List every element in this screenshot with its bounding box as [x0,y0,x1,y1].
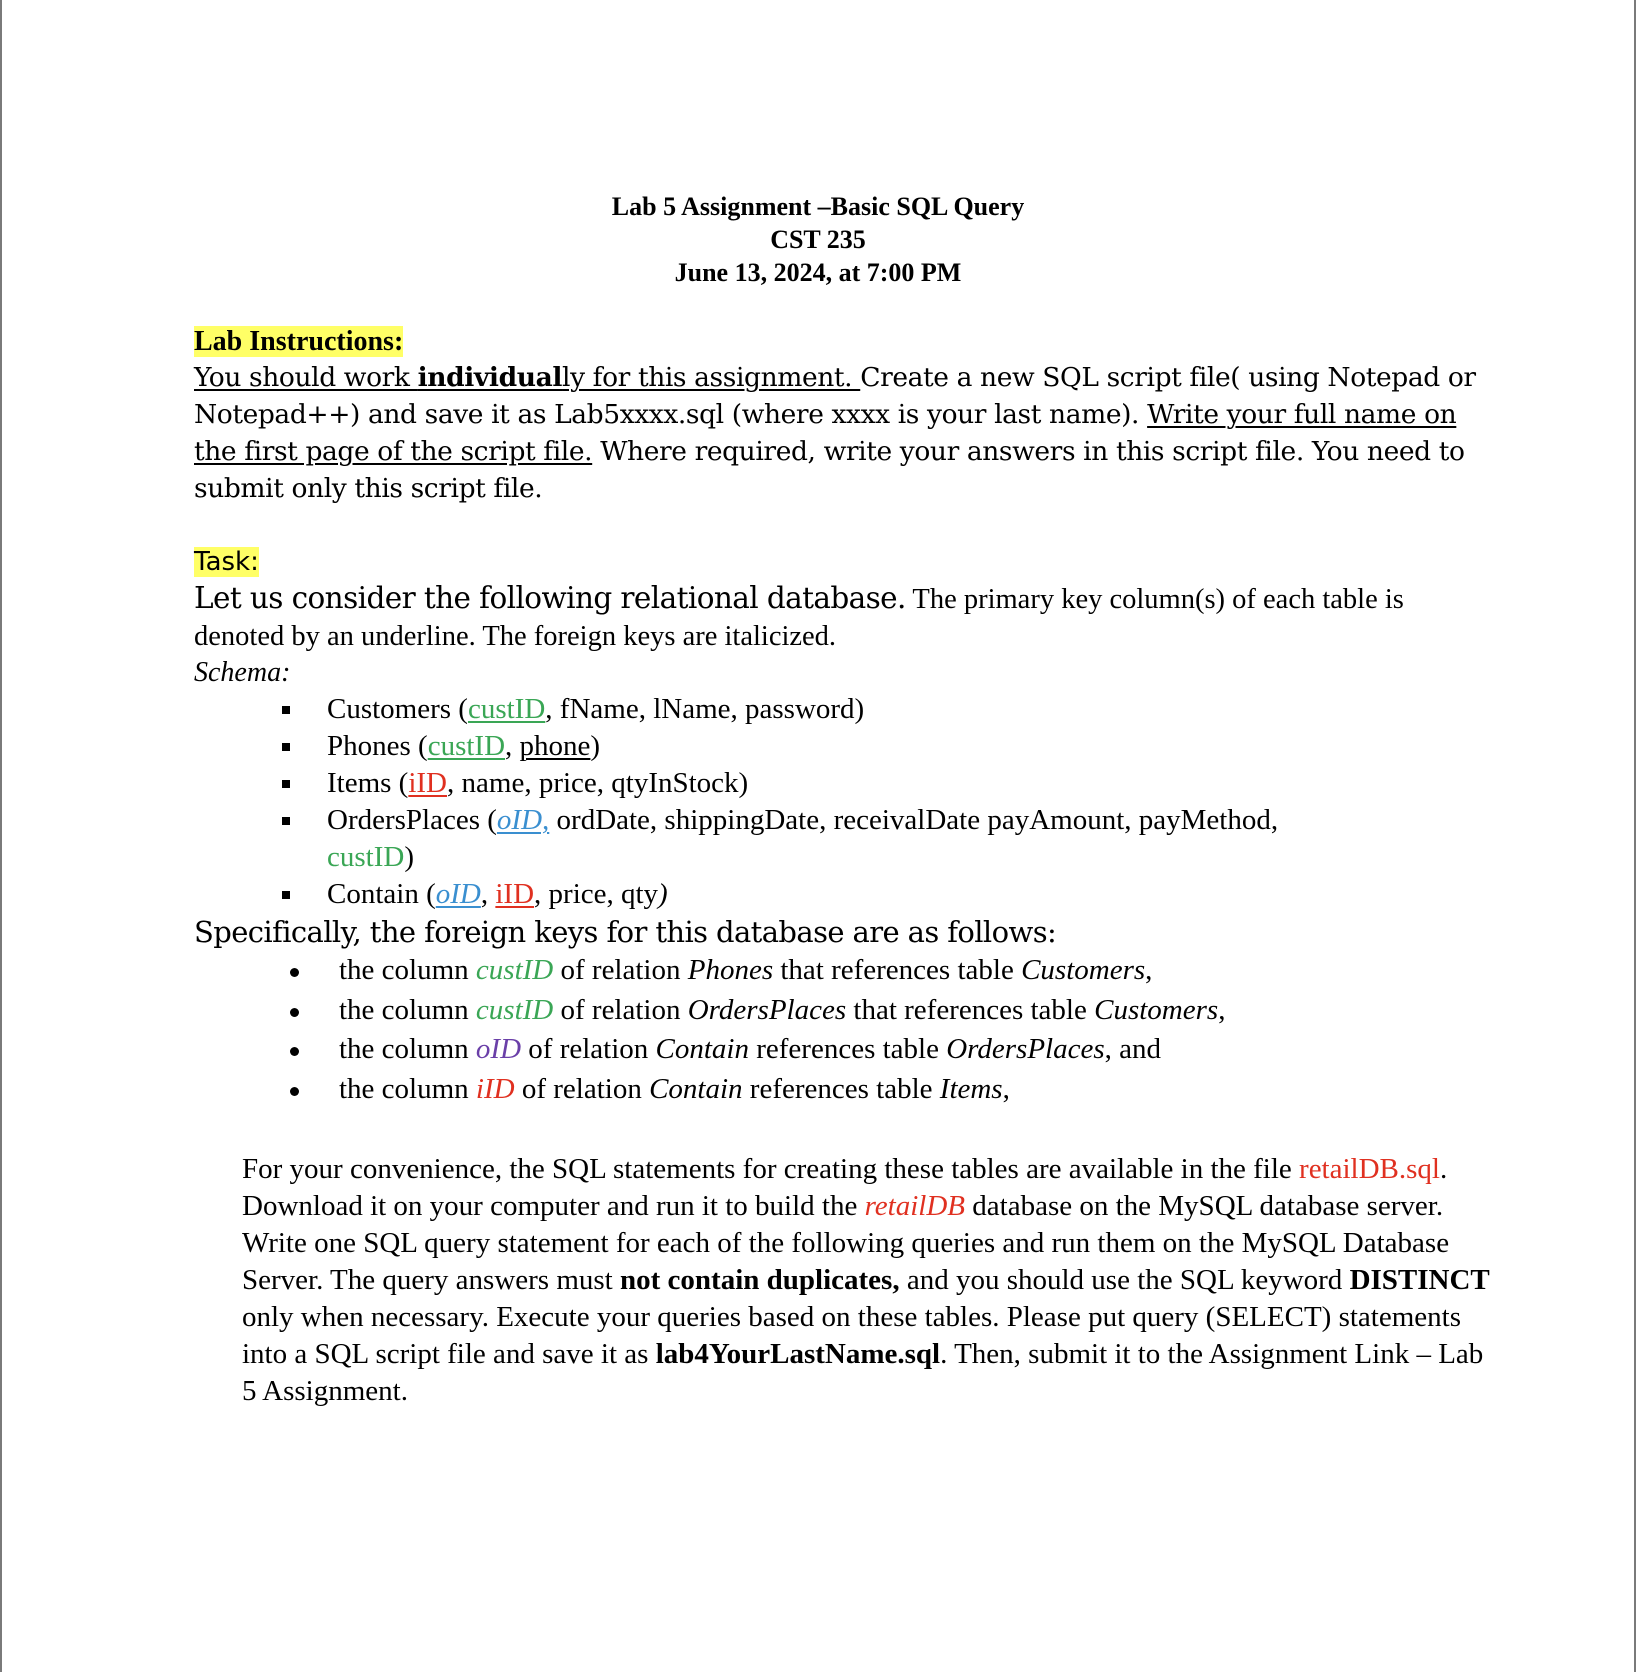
round-bullet-icon [290,1008,299,1017]
fk-item: the column iID of relation Contain references table Items, [194,1070,1494,1110]
header-due-date: June 13, 2024, at 7:00 PM [674,258,962,287]
square-bullet-icon [282,743,290,751]
main-content [194,325,1494,1109]
schema-item-items: Items (iID, name, price, qtyInStock) [194,765,1494,802]
task-intro: Let us consider the following relational database. The primary key column(s) of each table is denoted by an underline. The foreign keys are italicized. [194,581,1404,652]
foreign-keys-list [194,951,1494,1109]
square-bullet-icon [282,780,290,788]
convenience-paragraph: For your convenience, the SQL statements for creating these tables are available in the file retailDB.sql. Download it on your computer and run it to build the retailDB database on the MySQL database server. Write one SQL query statement for each of the following queries and run them on the MySQL Database Server. The query answers must not contain duplicates, and you should use the SQL keyword DISTINCT only when necessary. Execute your queries based on these tables. Please put query (SELECT) statements into a SQL script file and save it as lab4YourLastName.sql. Then, submit it to the Assignment Link – Lab 5 Assignment. [242,1153,1490,1407]
square-bullet-icon [282,891,290,899]
foreign-keys-intro: Specifically, the foreign keys for this database are as follows: [194,915,1057,949]
fk-item: the column oID of relation Contain references table OrdersPlaces, and [194,1030,1494,1070]
schema-item-ordersplaces: OrdersPlaces (oID, ordDate, shippingDate, receivalDate payAmount, payMethod, custID) [194,802,1494,876]
instructions-paragraph: You should work individually for this assignment. Create a new SQL script file( using Notepad or Notepad++) and save it as Lab5xxxx.sql (where xxxx is your last name). Write your full name on the first page of the script file. Where required, write your answers in this script file. You need to submit only this script file. [194,362,1476,504]
header-title: Lab 5 Assignment –Basic SQL Query [611,192,1025,221]
schema-item-customers: Customers (custID, fName, lName, password) [194,691,1494,728]
retaildb-file-link[interactable]: retailDB.sql [1299,1153,1440,1185]
round-bullet-icon [290,968,299,977]
round-bullet-icon [290,1047,299,1056]
fk-item: the column custID of relation OrdersPlaces that references table Customers, [194,991,1494,1031]
square-bullet-icon [282,706,290,714]
document-header [0,190,1636,289]
lab-instructions-heading: Lab Instructions: [194,326,404,357]
header-course: CST 235 [770,225,866,254]
square-bullet-icon [282,817,290,825]
schema-list [194,691,1494,913]
task-heading: Task: [194,547,259,577]
fk-item: the column custID of relation Phones that references table Customers, [194,951,1494,991]
round-bullet-icon [290,1087,299,1096]
schema-item-contain: Contain (oID, iID, price, qty) [194,876,1494,913]
schema-label: Schema: [194,657,291,688]
schema-item-phones: Phones (custID, phone) [194,728,1494,765]
